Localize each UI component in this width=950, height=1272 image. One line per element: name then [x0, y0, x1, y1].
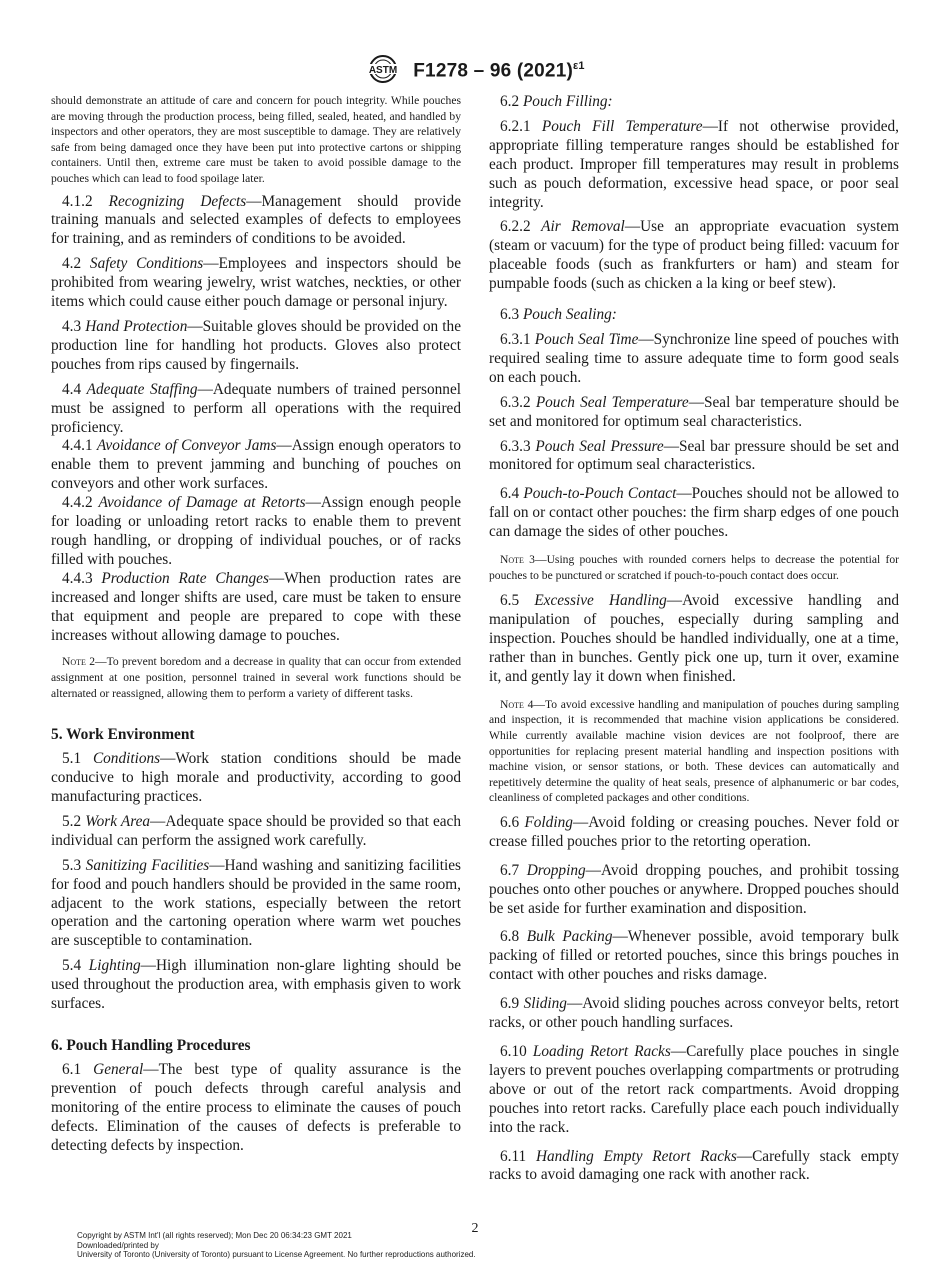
section-6-4: 6.4 Pouch-to-Pouch Contact—Pouches should not be allowed to fall on or contact other pouches: the firm sharp edges of one pouch can damage the sides of other pouches. — [489, 485, 899, 541]
section-6-8: 6.8 Bulk Packing—Whenever possible, avoid temporary bulk packing of filled or retorted pouches, since this brings pouches in contact with other pouches and risks damage. — [489, 928, 899, 984]
section-6-5: 6.5 Excessive Handling—Avoid excessive handling and manipulation of pouches, especially during sampling and inspection. Pouches should be handled individually, one at a time, rather than in bunches. Gently pick one up, turn it over, examine it, and gently lay it down when finished. — [489, 592, 899, 685]
astm-logo-text: ASTM — [369, 65, 398, 76]
section-6-6: 6.6 Folding—Avoid folding or creasing pouches. Never fold or crease filled pouches prior to the retorting operation. — [489, 813, 899, 850]
section-4-4-1: 4.4.1 Avoidance of Conveyor Jams—Assign enough operators to enable them to prevent jamming and bunching of pouches on conveyors and other work surfaces. — [51, 437, 462, 493]
section-6-10: 6.10 Loading Retort Racks—Carefully place pouches in single layers to prevent pouches overlapping compartments or protruding above or out of the retort rack compartments. Avoid dropping pouches into retort racks. Carefully place each pouch individually into the rack. — [489, 1042, 899, 1136]
section-5-2: 5.2 Work Area—Adequate space should be provided so that each individual can perform the assigned work carefully. — [51, 812, 461, 849]
section-6-7: 6.7 Dropping—Avoid dropping pouches, and prohibit tossing pouches onto other pouches or anywhere. Dropped pouches should be set aside for further examination and disposition. — [489, 861, 899, 917]
footer-downloaded-line: Downloaded/printed by — [77, 1240, 159, 1250]
section-6-11: 6.11 Handling Empty Retort Racks—Carefully stack empty racks to avoid damaging one rack with another rack. — [489, 1147, 899, 1184]
section-6-2: 6.2 Pouch Filling: — [500, 93, 613, 110]
astm-logo — [365, 54, 401, 89]
section-5-1: 5.1 Conditions—Work station conditions should be made conducive to high morale and productivity, according to good manufacturing practices. — [51, 750, 462, 805]
left-column — [51, 93, 461, 1156]
section-4-1-2: 4.1.2 Recognizing Defects—Management should provide training manuals and selected examples of defects to employees for training, and as reminders of conditions to be avoided. — [51, 192, 461, 248]
section-heading-6: 6. Pouch Handling Procedures — [51, 1036, 251, 1054]
section-6-3-3: 6.3.3 Pouch Seal Pressure—Seal bar pressure should be set and monitored for optimum seal characteristics. — [489, 437, 899, 474]
section-6-9: 6.9 Sliding—Avoid sliding pouches across conveyor belts, retort racks, or other pouch handling surfaces. — [489, 995, 899, 1032]
right-column — [489, 93, 899, 1185]
section-5-4: 5.4 Lighting—High illumination non-glare lighting should be used throughout the production area, with emphasis given to work surfaces. — [51, 957, 462, 1013]
section-6-3: 6.3 Pouch Sealing: — [500, 306, 617, 324]
section-4-4: 4.4 Adequate Staffing—Adequate numbers of trained personnel must be assigned to perform all operations with the required proficiency. — [51, 380, 461, 436]
note-2: Note 2—To prevent boredom and a decrease in quality that can occur from extended assignment at one position, personnel trained in several work functions should be alternated or reassigned, allowing them to perform a variety of different tasks. — [51, 655, 461, 700]
section-4-4-2: 4.4.2 Avoidance of Damage at Retorts—Assign enough people for loading or unloading retort racks to enable them to prevent rough handling, or dropping of individual pouches, or of racks filled with pouches. — [51, 494, 461, 568]
note-3: Note 3—Using pouches with rounded corners helps to decrease the potential for pouches to be punctured or scratched if pouch-to-pouch contact does occur. — [489, 553, 899, 582]
section-4-3: 4.3 Hand Protection—Suitable gloves should be provided on the production line for handling hot products. Gloves also protect pouches from rips caused by fingernails. — [51, 318, 461, 373]
page-number: 2 — [471, 1221, 479, 1236]
copyright-footer — [77, 1231, 476, 1260]
footer-license-line: University of Toronto (University of Toronto) pursuant to License Agreement. No further reproductions authorized. — [77, 1250, 476, 1260]
section-6-2-2: 6.2.2 Air Removal—Use an appropriate evacuation system (steam or vacuum) for the type of product being filled: vacuum for placeable foods (such as frankfurters or ham) and steam for pumpable foods (such as chicken a la king or beef stew). — [489, 218, 900, 293]
section-4-2: 4.2 Safety Conditions—Employees and inspectors should be prohibited from wearing jewelry, wrist watches, neckties, or other items which could cause either pouch damage or personal injury. — [51, 255, 461, 311]
page-header — [0, 54, 950, 89]
footer-copyright-line: Copyright by ASTM Int'l (all rights reserved); Mon Dec 20 06:34:23 GMT 2021 — [77, 1231, 352, 1240]
note-4: Note 4—To avoid excessive handling and manipulation of pouches during sampling and inspection, it is recommended that machine vision applications be considered. While currently available machine vision devices are not foolproof, there are opportunities for replacing present material handling and inspection positions with machine vision, or sensor stations, or both. These devices can automatically and repetitively determine the quality of heat seals, presence of alphanumeric or bar codes, cleanliness of completed packages and other conditions. — [489, 697, 899, 805]
section-heading-5: 5. Work Environment — [51, 726, 195, 744]
intro-paragraph: should demonstrate an attitude of care and concern for pouch integrity. While pouches are moving through the production process, being filled, sealed, heated, and handled by inspectors and other operators, they are most susceptible to damage. They are relatively safe from being damaged once they have been put into protective cartons or shipping containers. Until then, extreme care must be taken to avoid possible damage to the pouches which can lead to food spoilage later. — [51, 94, 461, 185]
section-6-3-2: 6.3.2 Pouch Seal Temperature—Seal bar temperature should be set and monitored for optimum seal characteristics. — [489, 393, 899, 430]
designation-superscript: ε1 — [572, 60, 585, 73]
section-6-1: 6.1 General—The best type of quality assurance is the prevention of pouch defects through careful analysis and monitoring of the entire process to eliminate the causes of pouch defects. Elimination of the causes of defects is preferable to detecting defects by inspection. — [51, 1060, 461, 1154]
section-6-2-1: 6.2.1 Pouch Fill Temperature—If not otherwise provided, appropriate filling temperature ranges should be established for each product. Improper fill temperatures may result in problems such as pouch deformation, excessive head space, or poor seal integrity. — [489, 117, 899, 211]
section-4-4-3: 4.4.3 Production Rate Changes—When production rates are increased and longer shifts are used, care must be taken to ensure that equipment and people are prepared to cope with these increases without allowing damage to pouches. — [51, 569, 462, 644]
section-5-3: 5.3 Sanitizing Facilities—Hand washing and sanitizing facilities for food and pouch handlers should be provided in the same room, adjacent to the work stations, especially between the retort operation and the cartoning operation where warm wet pouches are susceptible to contamination. — [51, 856, 461, 950]
document-designation: F1278 – 96 $(2021)^{\varepsilon 1}$ — [413, 60, 585, 82]
section-6-3-1: 6.3.1 Pouch Seal Time—Synchronize line speed of pouches with required sealing time to assure adequate time to form good seals on each pouch. — [489, 330, 899, 386]
